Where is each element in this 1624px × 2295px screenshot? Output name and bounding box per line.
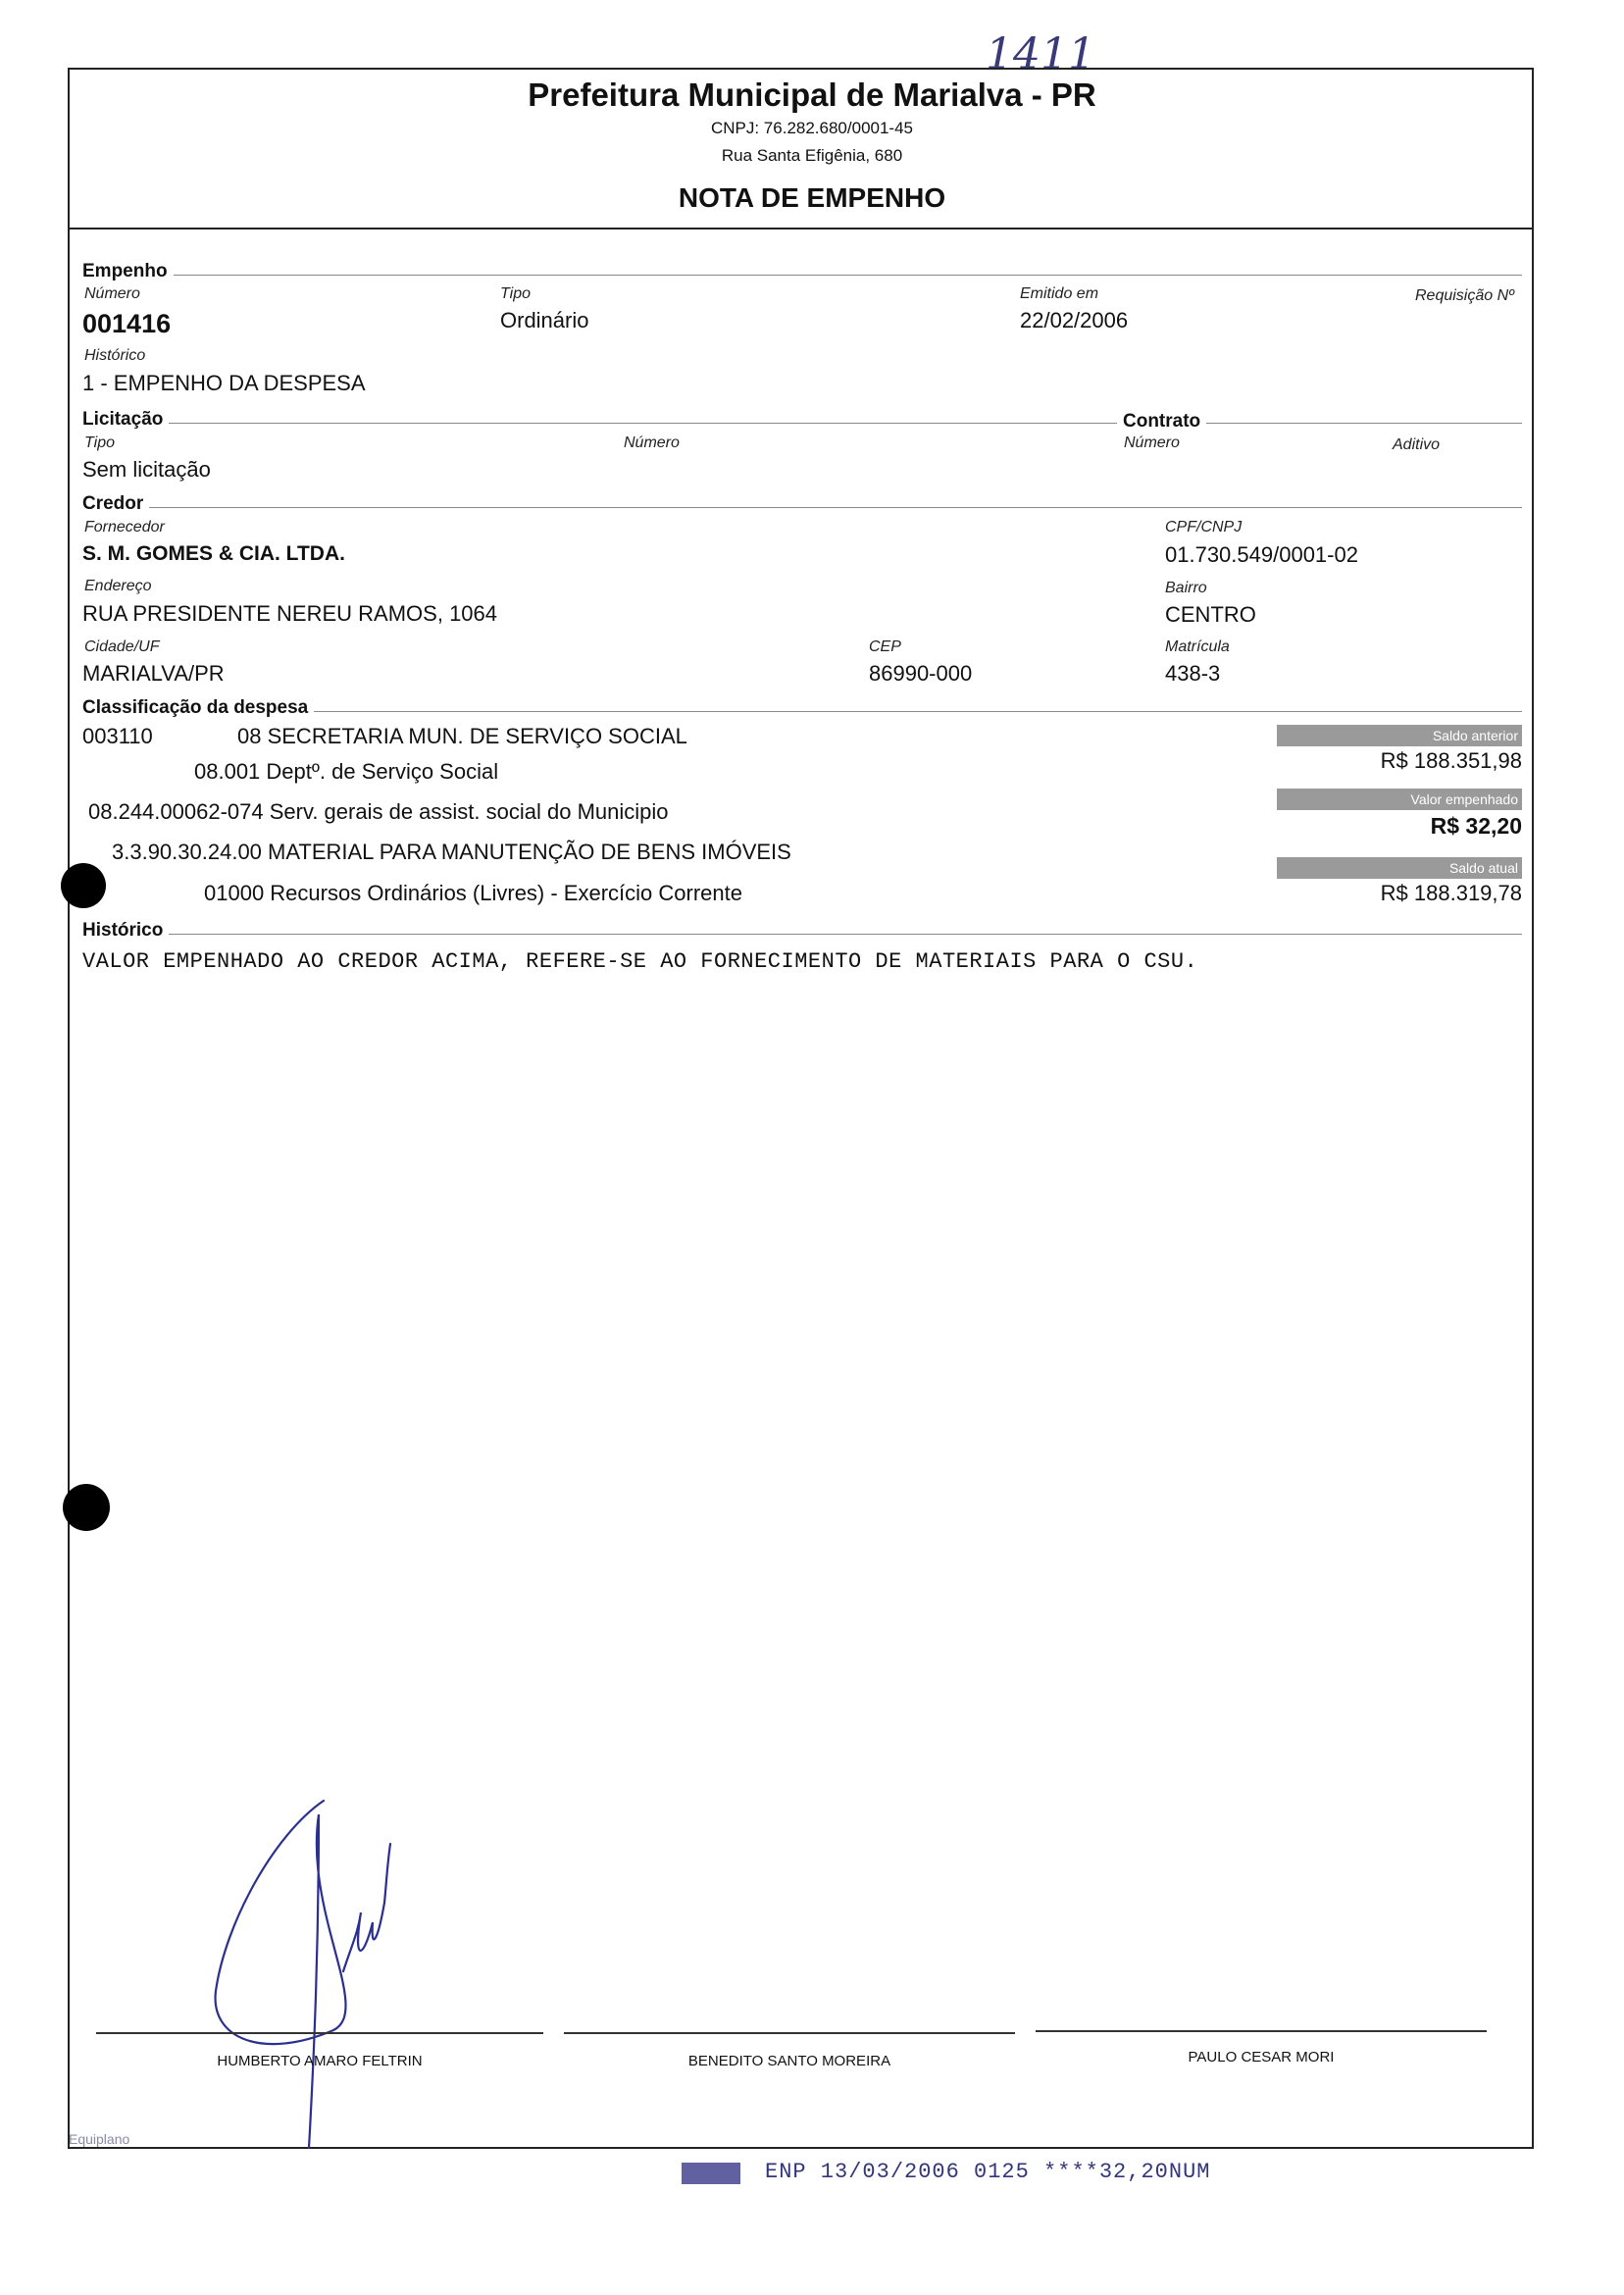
emitido-em: 22/02/2006 (1020, 308, 1129, 332)
signature-line-3 (1036, 2030, 1487, 2032)
classificacao-section-label: Classificação da despesa (82, 697, 314, 719)
contrato-section-label: Contrato (1117, 411, 1206, 433)
classificacao-departamento: 08.001 Deptº. de Serviço Social (194, 759, 499, 784)
classificacao-code: 003110 (82, 724, 153, 748)
bairro: CENTRO (1165, 602, 1256, 627)
fornecedor-label: Fornecedor (84, 519, 165, 536)
historico-text: VALOR EMPENHADO AO CREDOR ACIMA, REFERE-SE AO FORNECIMENTO DE MATERIAIS PARA O CSU. (82, 949, 1198, 974)
software-watermark: Equiplano (69, 2131, 130, 2147)
signature-name-3: PAULO CESAR MORI (1188, 2049, 1335, 2066)
valor-empenhado: R$ 32,20 (1430, 813, 1522, 839)
historico-rule (82, 934, 1522, 935)
saldo-anterior-label: Saldo anterior (1277, 725, 1522, 746)
cpf-cnpj-label: CPF/CNPJ (1165, 519, 1243, 536)
credor-rule (82, 507, 1522, 508)
classificacao-secretaria: 08 SECRETARIA MUN. DE SERVIÇO SOCIAL (237, 724, 687, 748)
cpf-cnpj: 01.730.549/0001-02 (1165, 542, 1358, 567)
classificacao-funcional: 08.244.00062-074 Serv. gerais de assist. social do Municipio (88, 799, 669, 824)
credor-section-label: Credor (82, 493, 149, 515)
empenho-rule (82, 275, 1522, 276)
signature-line-1 (96, 2032, 543, 2034)
header-divider (68, 228, 1534, 230)
licitacao-rule (82, 423, 1522, 424)
empenho-tipo: Ordinário (500, 308, 589, 332)
saldo-atual-label: Saldo atual (1277, 857, 1522, 879)
municipality-title: Prefeitura Municipal de Marialva - PR (528, 76, 1096, 113)
endereco: RUA PRESIDENTE NEREU RAMOS, 1064 (82, 601, 498, 626)
municipality-cnpj: CNPJ: 76.282.680/0001-45 (710, 119, 914, 137)
saldo-atual: R$ 188.319,78 (1380, 881, 1522, 905)
bank-stamp-block (682, 2163, 740, 2184)
emitido-em-label: Emitido em (1020, 285, 1099, 302)
empenho-historico: 1 - EMPENHO DA DESPESA (82, 371, 366, 395)
punch-hole-bottom (63, 1484, 110, 1531)
classificacao-fonte: 01000 Recursos Ordinários (Livres) - Exercício Corrente (204, 881, 742, 905)
contrato-aditivo-label: Aditivo (1393, 436, 1441, 453)
empenho-historico-label: Histórico (84, 347, 146, 364)
punch-hole-top (61, 863, 106, 908)
matricula-label: Matrícula (1165, 638, 1230, 655)
empenho-section-label: Empenho (82, 261, 174, 282)
licitacao-numero-label: Número (624, 434, 680, 451)
signature-name-1: HUMBERTO AMARO FELTRIN (217, 2053, 423, 2069)
endereco-label: Endereço (84, 578, 152, 594)
handwritten-signature (196, 1795, 490, 2158)
document-title: NOTA DE EMPENHO (678, 182, 946, 213)
empenho-tipo-label: Tipo (500, 285, 531, 302)
cidade-uf-label: Cidade/UF (84, 638, 160, 655)
matricula: 438-3 (1165, 661, 1221, 686)
historico-section-label: Histórico (82, 920, 169, 942)
licitacao-section-label: Licitação (82, 409, 169, 431)
bairro-label: Bairro (1165, 580, 1207, 596)
contrato-numero-label: Número (1124, 434, 1180, 451)
licitacao-tipo: Sem licitação (82, 457, 211, 482)
valor-empenhado-label: Valor empenhado (1277, 789, 1522, 810)
fornecedor: S. M. GOMES & CIA. LTDA. (82, 542, 345, 565)
saldo-anterior: R$ 188.351,98 (1380, 748, 1522, 773)
handwritten-page-number: 1411 (986, 29, 1095, 79)
signature-line-2 (564, 2032, 1015, 2034)
cep: 86990-000 (869, 661, 973, 686)
licitacao-tipo-label: Tipo (84, 434, 115, 451)
bank-stamp-text: ENP 13/03/2006 0125 ****32,20NUM (765, 2160, 1211, 2184)
cep-label: CEP (869, 638, 901, 655)
empenho-numero-label: Número (84, 285, 140, 302)
classificacao-natureza: 3.3.90.30.24.00 MATERIAL PARA MANUTENÇÃO DE BENS IMÓVEIS (112, 840, 791, 864)
municipality-address: Rua Santa Efigênia, 680 (721, 146, 903, 165)
empenho-numero: 001416 (82, 309, 172, 338)
requisicao-label: Requisição Nº (1415, 287, 1514, 304)
cidade-uf: MARIALVA/PR (82, 661, 225, 686)
signature-name-2: BENEDITO SANTO MOREIRA (687, 2053, 891, 2069)
